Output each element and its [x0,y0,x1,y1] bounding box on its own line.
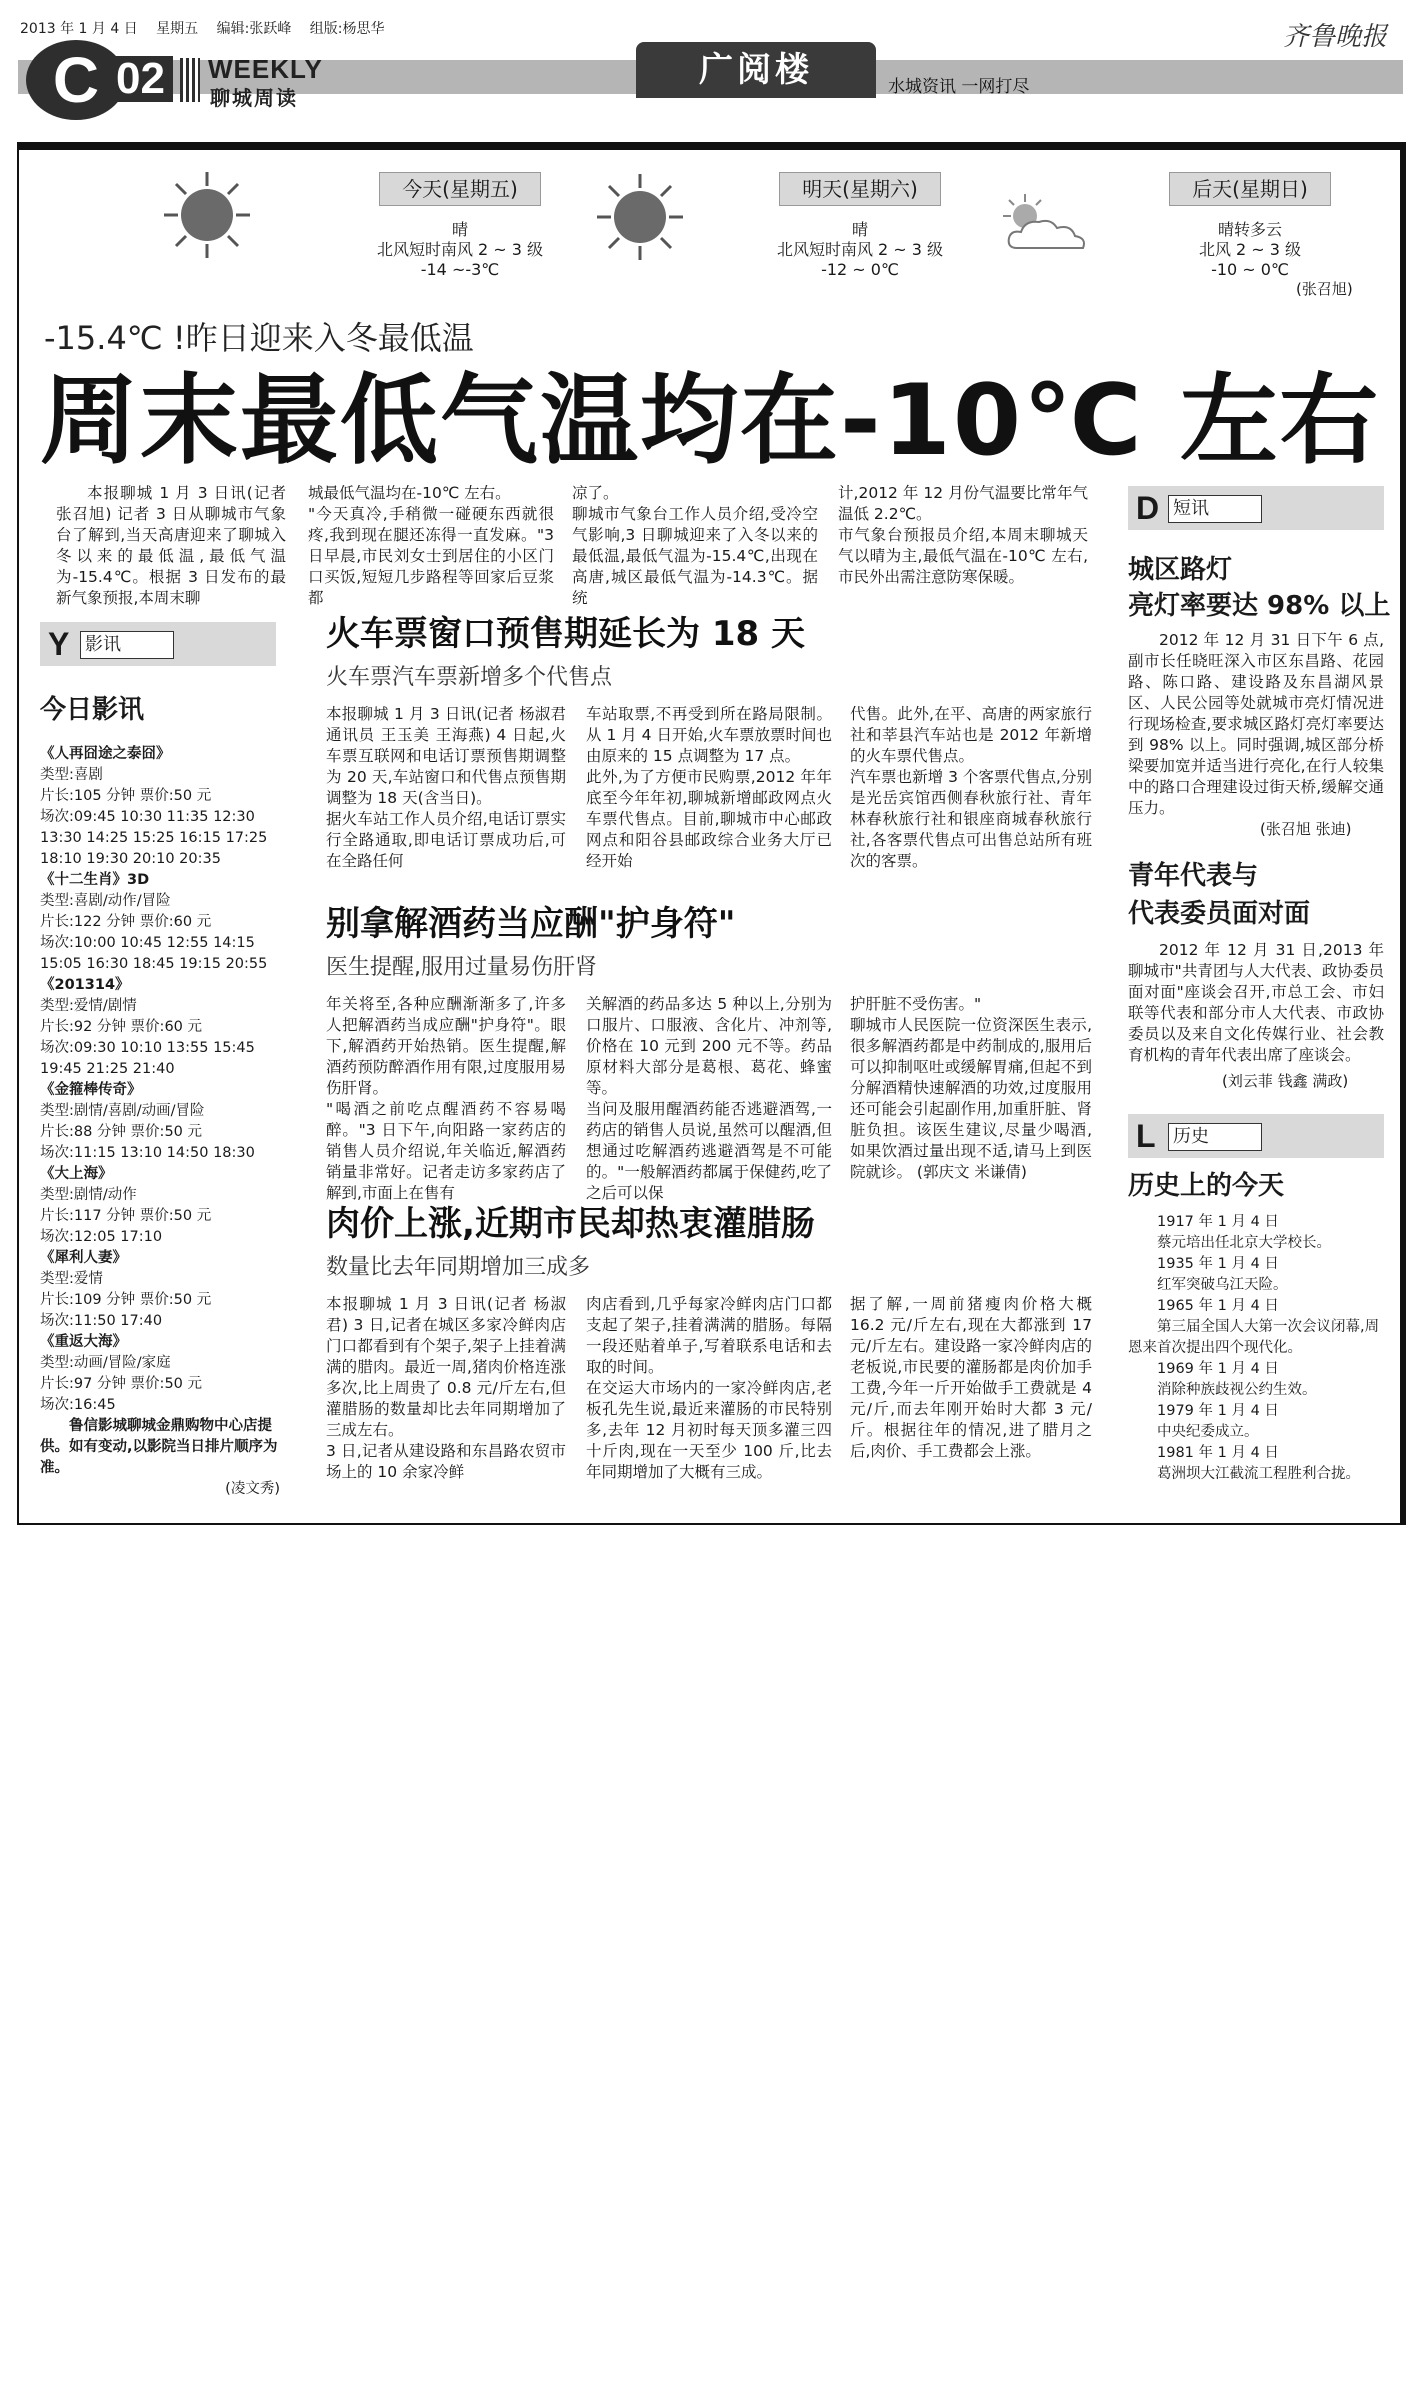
film-type: 类型:动画/冒险/家庭 [40,1355,171,1371]
weather-day-after-condition: 晴转多云 [1217,220,1282,239]
film-info: 片长:92 分钟 票价:60 元 [40,1019,202,1035]
issue-layout: 组版:杨思华 [309,21,385,37]
lead-paragraph: 本报聊城 1 月 3 日讯(记者 张召旭) 记者 3 日从聊城市气象台了解到,当天高唐迎来了聊城入冬以来的最低温,最低气温为-15.4℃。根据 3 日发布的最新气象预报,本周末聊 [56,484,286,607]
history-event-date: 1935 年 1 月 4 日 [1157,1256,1279,1272]
brief-1-title-line2: 亮灯率要达 98% 以上 [1128,591,1391,621]
history-event [1128,1359,1384,1401]
hangover-col-3: 护肝脏不受伤害。" 聊城市人民医院一位资深医生表示,很多解酒药都是中药制成的,服用后可以抑制呕吐或缓解胃痛,但起不到分解酒精快速解酒的功效,过度服用还可能会引起副作用,加重肝脏、肾脏负担。该医生建议,尽量少喝酒,如果饮酒过量出现不适,请马上到医院就诊。 (郭庆文 米谦倩) [850,995,1092,1181]
history-section-box [1128,1114,1384,1158]
history-event [1128,1254,1384,1296]
brief-section-letter: D [1136,490,1160,526]
lead-paragraph: 凉了。 聊城市气象台工作人员介绍,受冷空气影响,3 日聊城迎来了入冬以来的最低温,最低气温为-15.4℃,出现在高唐,城区最低气温为-14.3℃。据统 [572,484,818,607]
history-event-date: 1969 年 1 月 4 日 [1157,1361,1279,1377]
brief-2-paragraph: 2012 年 12 月 31 日,2013 年聊城市"共青团与人大代表、政协委员面对面"座谈会召开,市总工会、市妇联等代表和部分市人大代表、市政协委员以及来自文化传媒行业、社会教育机构的青年代表出席了座谈会。 [1128,941,1384,1064]
film-name: 《201314》 [40,977,130,993]
history-section-letter: L [1136,1118,1156,1154]
film-times: 场次:09:45 10:30 11:35 12:30 13:30 14:25 15:25 16:15 17:25 18:10 19:30 20:10 20:35 [40,809,268,867]
lead-col-4 [838,483,1088,588]
weather-credit: (张召旭) [1296,280,1353,298]
issue-info [20,18,399,38]
lead-kicker: -15.4℃ !昨日迎来入冬最低温 [44,319,474,357]
film-credit: (凌文秀) [225,1481,280,1497]
film-item [40,1080,280,1164]
film-heading: 今日影讯 [40,695,145,725]
hangover-subtitle: 医生提醒,服用过量易伤肝肾 [326,955,597,980]
weather-day-after-label: 后天(星期日) [1169,172,1331,206]
weekly-label: WEEKLY [208,54,323,84]
history-event-date: 1917 年 1 月 4 日 [1157,1214,1279,1230]
history-event [1128,1443,1384,1485]
meat-col-1: 本报聊城 1 月 3 日讯(记者 杨淑君) 3 日,记者在城区多家冷鲜肉店门口都看到有个架子,架子上挂着满满的腊肉。最近一周,猪肉价格连涨多次,比上周贵了 0.8 元/斤左右,但灌腊肠的数量却比去年同期增加了三成左右。 3 日,记者从建设路和东昌路农贸市场上的 10 余家冷鲜 [326,1295,566,1481]
film-section-box [40,622,276,666]
history-event [1128,1296,1384,1359]
hangover-title: 别拿解酒药当应酬"护身符" [326,904,736,944]
film-times: 场次:09:30 10:10 13:55 15:45 19:45 21:25 21:40 [40,1040,255,1077]
history-event-text: 葛洲坝大江截流工程胜利合拢。 [1157,1466,1360,1482]
history-event-date: 1981 年 1 月 4 日 [1157,1445,1279,1461]
brief-1-body [1128,630,1384,819]
weekly-cn-label: 聊城周读 [210,86,298,110]
meat-title: 肉价上涨,近期市民却热衷灌腊肠 [326,1204,815,1244]
brief-1-title-line1: 城区路灯 [1128,555,1233,585]
stripes-decoration [180,58,200,102]
weather-day-after-temp: -10 ~ 0℃ [1211,260,1289,279]
film-name: 《金箍棒传奇》 [40,1082,142,1098]
film-item [40,1332,280,1416]
train-col-3: 代售。此外,在平、高唐的两家旅行社和莘县汽车站也是 2012 年新增的火车票代售点。 汽车票也新增 3 个客票代售点,分别是光岳宾馆西侧春秋旅行社、青年林春秋旅行社和银座商城春秋旅行社,各客票代售点可出售总站所有班次的客票。 [850,705,1092,870]
train-subtitle: 火车票汽车票新增多个代售点 [326,665,613,690]
history-event-text: 蔡元培出任北京大学校长。 [1157,1235,1331,1251]
film-times: 场次:11:50 17:40 [40,1313,163,1329]
brief-section-box [1128,486,1384,530]
film-item [40,744,280,870]
film-times: 场次:12:05 17:10 [40,1229,163,1245]
train-col-1: 本报聊城 1 月 3 日讯(记者 杨淑君 通讯员 王玉美 王海燕) 4 日起,火车票互联网和电话订票预售期调整为 20 天,车站窗口和代售点预售期调整为 18 天(含当日)。 据火车站工作人员介绍,电话订票实行全路通取,即电话订票成功后,可在全路任何 [326,705,566,870]
section-subtitle: 水城资讯 一网打尽 [888,77,1030,97]
sun-icon [162,170,252,260]
film-type: 类型:喜剧 [40,767,103,783]
section-tab[interactable]: 广阅楼 [636,42,876,98]
lead-paragraph: 城最低气温均在-10℃ 左右。 "今天真冷,手稍微一碰硬东西就很疼,我到现在腿还冻得一直发麻。"3 日早晨,市民刘女士到居住的小区门口买饭,短短几步路程等回家后豆浆都 [308,484,554,607]
weather-tomorrow [740,172,980,280]
film-name: 《人再囧途之泰囧》 [40,746,171,762]
history-event [1128,1401,1384,1443]
hangover-col-1: 年关将至,各种应酬渐渐多了,许多人把解酒药当成应酬"护身符"。眼下,解酒药开始热销。医生提醒,解酒药预防醉酒作用有限,过度服用易伤肝肾。 "喝酒之前吃点醒酒药不容易喝醉。"3 日下午,向阳路一家药店的销售人员介绍说,年关临近,解酒药销量非常好。记者走访多家药店了解到,市面上在售有 [326,995,566,1202]
history-event-date: 1979 年 1 月 4 日 [1157,1403,1279,1419]
page-number: 02 [108,56,173,102]
history-section-label: 历史 [1168,1123,1262,1151]
meat-subtitle: 数量比去年同期增加三成多 [326,1255,591,1280]
brief-section-label: 短讯 [1168,495,1262,523]
film-type: 类型:剧情/喜剧/动画/冒险 [40,1103,205,1119]
brief-1-paragraph: 2012 年 12 月 31 日下午 6 点,副市长任晓旺深入市区东昌路、花园路、陈口路、建设路及东昌湖风景区、人民公园等处就城市亮灯情况进行现场检查,要求城区路灯亮灯率要达到 98% 以上。同时强调,城区部分桥梁要加宽并适当进行亮化,在行人较集中的路口合理建设过街天桥,缓解交通压力。 [1128,631,1384,817]
film-item [40,870,280,975]
film-type: 类型:爱情/剧情 [40,998,137,1014]
film-info: 片长:88 分钟 票价:50 元 [40,1124,202,1140]
weather-today-wind: 北风短时南风 2 ~ 3 级 [376,240,544,259]
meat-col-3: 据了解,一周前猪瘦肉价格大概 16.2 元/斤左右,现在大都涨到 17 元/斤左右。建设路一家冷鲜肉店的老板说,市民要的灌肠都是肉价加手工费,今年一斤开始做手工费就是 4 元/斤,而去年刚开始时大都 3 元/斤。根据往年的情况,进了腊月之后,肉价、手工费都会上涨。 [850,1295,1092,1460]
weather-today-condition: 晴 [451,220,468,239]
film-times: 场次:11:15 13:10 14:50 18:30 [40,1145,255,1161]
film-type: 类型:爱情 [40,1271,103,1287]
weather-day-after [1130,172,1370,280]
weather-tomorrow-label: 明天(星期六) [779,172,941,206]
meat-col-2: 肉店看到,几乎每家冷鲜肉店门口都支起了架子,挂着满满的腊肠。每隔一段还贴着单子,写着联系电话和去取的时间。 在交运大市场内的一家冷鲜肉店,老板孔先生说,最近来灌肠的市民特别多,去年 12 月初时每天顶多灌三四十斤肉,现在一天至少 100 斤,比去年同期增加了大概有三成。 [586,1295,832,1481]
brief-2-credit: (刘云菲 钱鑫 满政) [1222,1072,1349,1090]
brief-2-title-line2: 代表委员面对面 [1128,899,1311,929]
history-event [1128,1212,1384,1254]
film-type: 类型:剧情/动作 [40,1187,137,1203]
history-list [1128,1212,1384,1485]
film-note: 鲁信影城聊城金鼎购物中心店提供。如有变动,以影院当日排片顺序为准。 [40,1418,278,1476]
brief-1-credit: (张召旭 张迪) [1260,820,1352,838]
film-info: 片长:109 分钟 票价:50 元 [40,1292,212,1308]
film-name: 《重返大海》 [40,1334,127,1350]
history-event-text: 消除种族歧视公约生效。 [1157,1382,1317,1398]
film-item [40,1164,280,1248]
film-info: 片长:117 分钟 票价:50 元 [40,1208,212,1224]
weather-today-temp: -14 ~-3℃ [420,260,500,279]
history-heading: 历史上的今天 [1128,1171,1285,1201]
film-times: 场次:16:45 [40,1397,116,1413]
partly-cloudy-icon [995,192,1095,258]
film-section-letter: Y [48,626,70,662]
lead-paragraph: 计,2012 年 12 月份气温要比常年气温低 2.2℃。 市气象台预报员介绍,本周末聊城天气以晴为主,最低气温在-10℃ 左右,市民外出需注意防寒保暖。 [838,484,1088,586]
film-name: 《大上海》 [40,1166,113,1182]
history-event-text: 中央纪委成立。 [1157,1424,1259,1440]
lead-col-2 [308,483,554,609]
history-event-date: 1965 年 1 月 4 日 [1157,1298,1279,1314]
film-name: 《十二生肖》3D [40,872,150,888]
history-event-text: 第三届全国人大第一次会议闭幕,周恩来首次提出四个现代化。 [1128,1319,1380,1356]
train-title: 火车票窗口预售期延长为 18 天 [326,614,805,654]
film-item [40,975,280,1080]
lead-col-1 [56,483,286,609]
film-info: 片长:122 分钟 票价:60 元 [40,914,212,930]
hangover-col-2: 关解酒的药品多达 5 种以上,分别为口服片、口服液、含化片、冲剂等,价格在 10 元到 200 元不等。药品原材料大部分是葛根、葛花、蜂蜜等。 当问及服用醒酒药能否逃避酒驾,一药店的销售人员说,虽然可以醒酒,但想通过吃解酒药逃避酒驾是不可能的。"一般解酒药都属于保健药,吃了之后可以保 [586,995,832,1202]
issue-date: 2013 年 1 月 4 日 [20,21,138,37]
sun-icon [595,172,685,262]
lead-headline: 周末最低气温均在-10℃ 左右 [40,364,1380,478]
weather-today-label: 今天(星期五) [379,172,541,206]
history-event-text: 红军突破乌江天险。 [1157,1277,1288,1293]
newspaper-logo: 齐鲁晚报 [1282,22,1387,52]
weather-today [340,172,580,280]
lead-col-3 [572,483,818,609]
weather-day-after-wind: 北风 2 ~ 3 级 [1198,240,1302,259]
film-name: 《犀利人妻》 [40,1250,127,1266]
film-item [40,1248,280,1332]
issue-weekday: 星期五 [156,21,199,37]
film-info: 片长:105 分钟 票价:50 元 [40,788,212,804]
brief-2-title-line1: 青年代表与 [1128,861,1259,891]
film-type: 类型:喜剧/动作/冒险 [40,893,171,909]
film-info: 片长:97 分钟 票价:50 元 [40,1376,202,1392]
issue-editor: 编辑:张跃峰 [216,21,292,37]
train-col-2: 车站取票,不再受到所在路局限制。从 1 月 4 日开始,火车票放票时间也由原来的 15 点调整为 17 点。 此外,为了方便市民购票,2012 年年底至今年年初,聊城新增邮政网点火车票代售点。目前,聊城市中心邮政网点和阳谷县邮政综合业务大厅已经开始 [586,705,832,870]
film-section-label: 影讯 [80,631,174,659]
film-list [40,744,280,1500]
film-times: 场次:10:00 10:45 12:55 14:15 15:05 16:30 18:45 19:15 20:55 [40,935,268,972]
section-letter-badge: C [26,40,126,120]
brief-2-body [1128,940,1384,1066]
weather-tomorrow-wind: 北风短时南风 2 ~ 3 级 [776,240,944,259]
weather-tomorrow-condition: 晴 [851,220,868,239]
weather-tomorrow-temp: -12 ~ 0℃ [821,260,899,279]
